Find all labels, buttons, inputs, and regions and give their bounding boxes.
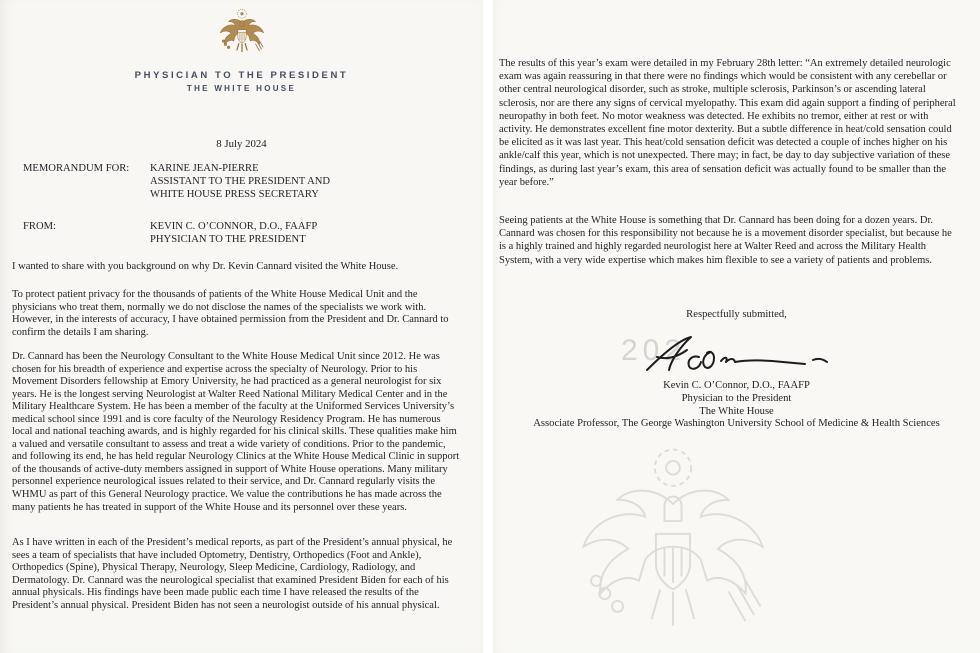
closing-salutation: Respectfully submitted, (686, 309, 787, 320)
memo-recipient-title-1: ASSISTANT TO THE PRESIDENT AND (150, 175, 331, 187)
letterhead-title: PHYSICIAN TO THE PRESIDENT (134, 70, 349, 81)
memo-paragraph: As I have written in each of the President’s medical reports, as part of the President’s annual physical, he sees a team of specialists that have included Optometry, Dentistry, Orthopedics (Foot and Ankle), Orthopedics (Spine), Physical Therapy, Neurology, Sleep Medicine, Cardiology, Radiology, and Dermatology. Dr. Cannard was the neurological specialist that examined President Biden for each of his annual physicals. His findings have been made public each time I have released the results of the President’s annual physical. President Biden has not seen a neurologist outside of his annual physical. (12, 537, 453, 611)
memo-paragraph: To protect patient privacy for the thousands of patients of the White House Medical Unit and the physicians who treat them, normally we do not disclose the names of the specialists we work with. However, in the interests of accuracy, I have obtained permission from the President and Dr. Cannard to confirm the details I am sharing. (12, 289, 449, 338)
memo-paragraph: Seeing patients at the White House is something that Dr. Cannard has been doing for a dozen years. Dr. Cannard was chosen for this responsibility not because he is a movement disorder specialist, but because he is a highly trained and highly regarded neurologist here at Walter Reed and across the Military Health System, with a very wide expertise which makes him flexible to see a variety of patients and problems. (499, 215, 952, 266)
memo-paragraph: Dr. Cannard has been the Neurology Consultant to the White House Medical Unit since 2012. He was chosen for his breadth of experience and expertise across the specialty of Neurology. Prior to his Movement Disorders fellowship at Emory University, he had practiced as a general neurologist for six years. He is the longest serving Neurologist at Walter Reed National Military Medical Center and in the Military Healthcare System. He has been a member of the faculty at the Uniformed Services University’s medical school since 1991 and is core faculty of the Neurology Residency Program. He has numerous local and national teaching awards, and is highly regarded for his clinical skills. These qualities make him a valued and versatile consultant to assess and treat a wide variety of conditions. Prior to the pandemic, and following its end, he has held regular Neurology Clinics at the White House Medical Clinic in support of the thousands of active-duty members assigned in support of White House operations. Many military personnel experience neurological issues related to their service, and Dr. Cannard regularly visits the WHMU as part of this General Neurology practice. We value the contributions he has made across the many patients he has treated in support of the White House and its personnel over these years. (12, 351, 460, 513)
memo-paragraph: I wanted to share with you background on why Dr. Kevin Cannard visited the White House. (12, 261, 399, 272)
memo-to-label: MEMORANDUM FOR: (23, 163, 130, 174)
signature-block (493, 380, 980, 431)
eagle-seal-watermark-icon (545, 440, 801, 653)
handwritten-signature (641, 330, 841, 380)
letterhead-subtitle: THE WHITE HOUSE (186, 84, 297, 93)
presidential-eagle-seal-icon (216, 7, 268, 69)
memo-from-label: FROM: (23, 221, 56, 233)
bleed-through-date-fragment: 202 (621, 334, 687, 367)
signer-title-3: Associate Professor, The George Washington University School of Medicine & Health Sciences (533, 418, 940, 430)
memo-paragraph: The results of this year’s exam were detailed in my February 28th letter: “An extremely detailed neurologic exam was again reassuring in that there were no findings which would be consistent with any cerebellar or other central neurological disorder, such as stroke, multiple sclerosis, Parkinson’s or ascending lateral sclerosis, nor are there any signs of cervical myelopathy. This exam did again support a finding of peripheral neuropathy in both feet. No motor weakness was detected. He exhibits no tremor, either at rest or with activity. He demonstrates excellent fine motor dexterity. But a subtle difference in heat/cold sensation could be elicited as it was last year. This heat/cold sensation deficit was detected a couple of inches higher on his ankle/calf this year, which is not unexpected. There may; in fact, be day to day subjective variation of these findings, as during last year’s exam, this area of sensation deficit was actually found to be smaller than the year before.” (499, 58, 956, 188)
memo-to-value (150, 163, 463, 201)
memo-page-2 (493, 0, 980, 653)
memo-header-block (23, 163, 463, 247)
memo-page-1 (0, 0, 483, 653)
memo-sender-name: KEVIN C. O’CONNOR, D.O., FAAFP (150, 221, 318, 233)
memo-from-row (23, 221, 463, 247)
memo-to-row (23, 163, 463, 201)
memo-recipient-title-2: WHITE HOUSE PRESS SECRETARY (150, 188, 319, 200)
signer-title-2: The White House (699, 405, 774, 417)
memo-from-value (150, 221, 463, 247)
memo-recipient-name: KARINE JEAN-PIERRE (150, 163, 259, 174)
memo-sender-title: PHYSICIAN TO THE PRESIDENT (150, 234, 306, 246)
signer-title-1: Physician to the President (681, 392, 792, 404)
memo-date: 8 July 2024 (216, 138, 267, 150)
signer-name: Kevin C. O’Connor, D.O., FAAFP (663, 380, 810, 391)
